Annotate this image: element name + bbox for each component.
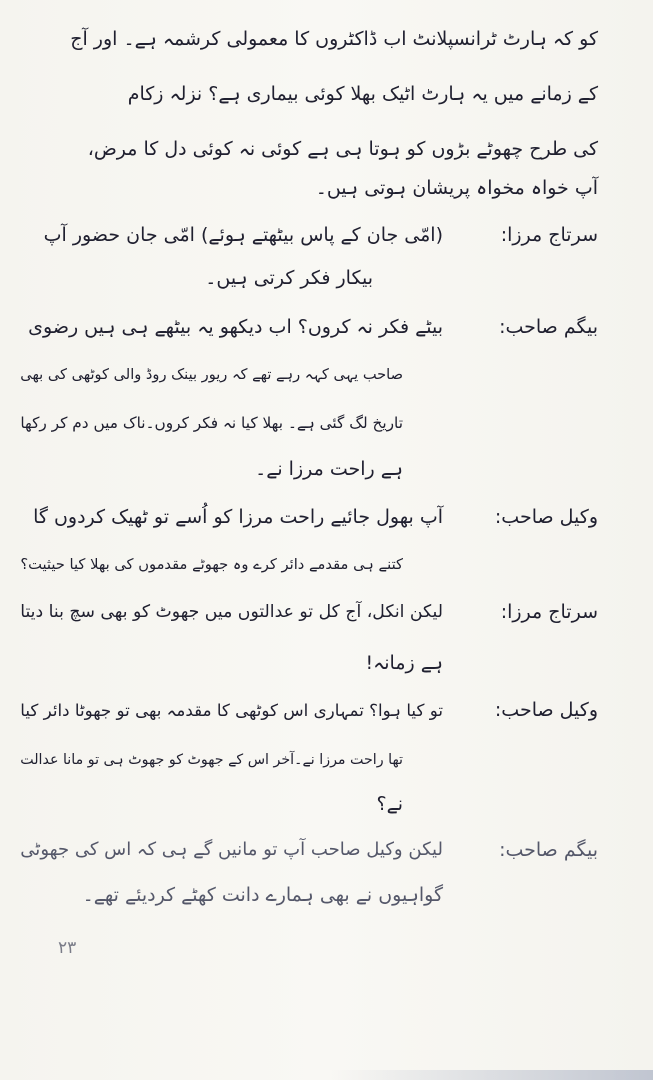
dialogue-line: تھا راحت مرزا نے۔آخر اس کے جھوٹ کو جھوٹ ہی تو مانا عدالت: [20, 752, 403, 768]
page-edge-shadow: [330, 1070, 653, 1080]
dialogue-line: کتنے ہی مقدمے دائر کرے وہ جھوٹے مقدموں کی بھلا کیا حیثیت؟: [20, 556, 403, 573]
dialogue-line: (امّی جان کے پاس بیٹھتے ہوئے) امّی جان حضور آپ: [43, 224, 443, 246]
dialogue-line: تاریخ لگ گئی ہے۔ بھلا کیا نہ فکر کروں۔ناک میں دم کر رکھا: [20, 414, 403, 432]
intro-line: کے زمانے میں یہ ہارٹ اٹیک بھلا کوئی بیماری ہے؟ نزلہ زکام: [127, 83, 598, 105]
speaker-name: بیگم صاحب:: [499, 316, 598, 338]
speaker-name: سرتاج مرزا:: [500, 224, 598, 246]
dialogue-line: صاحب یہی کہہ رہے تھے کہ ریور بینک روڈ والی کوٹھی کی بھی: [20, 366, 403, 383]
dialogue-line: تو کیا ہوا؟ تمہاری اس کوٹھی کا مقدمہ بھی تو جھوٹا دائر کیا: [20, 700, 443, 720]
dialogue-line: نے؟: [376, 793, 403, 815]
intro-line: آپ خواہ مخواہ پریشان ہوتی ہیں۔: [315, 177, 598, 199]
speaker-name: سرتاج مرزا:: [500, 601, 598, 623]
dialogue-line: بیکار فکر کرتی ہیں۔: [205, 267, 373, 289]
dialogue-line: ہے زمانہ!: [365, 652, 443, 674]
dialogue-line: بیٹے فکر نہ کروں؟ اب دیکھو یہ بیٹھے ہی ہیں رضوی: [28, 316, 443, 338]
speaker-name: بیگم صاحب:: [499, 839, 598, 861]
dialogue-line: ہے راحت مرزا نے۔: [255, 458, 403, 480]
dialogue-line: گواہیوں نے بھی ہمارے دانت کھٹے کردیئے تھے۔: [82, 884, 443, 906]
dialogue-line: لیکن انکل، آج کل تو عدالتوں میں جھوٹ کو بھی سچ بنا دیتا: [20, 602, 443, 622]
speaker-name: وکیل صاحب:: [494, 699, 598, 721]
speaker-name: وکیل صاحب:: [494, 506, 598, 528]
dialogue-line: آپ بھول جائیے راحت مرزا کو اُسے تو ٹھیک کردوں گا: [33, 506, 443, 528]
dialogue-line: لیکن وکیل صاحب آپ تو مانیں گے ہی کہ اس کی جھوٹی: [20, 839, 443, 860]
intro-line: کی طرح چھوٹے بڑوں کو ہوتا ہی ہے کوئی نہ کوئی دل کا مرض،: [87, 138, 598, 160]
page-number: ۲۳: [58, 938, 77, 958]
intro-line: کو کہ ہارٹ ٹرانسپلانٹ اب ڈاکٹروں کا معمولی کرشمہ ہے۔ اور آج: [70, 28, 598, 50]
